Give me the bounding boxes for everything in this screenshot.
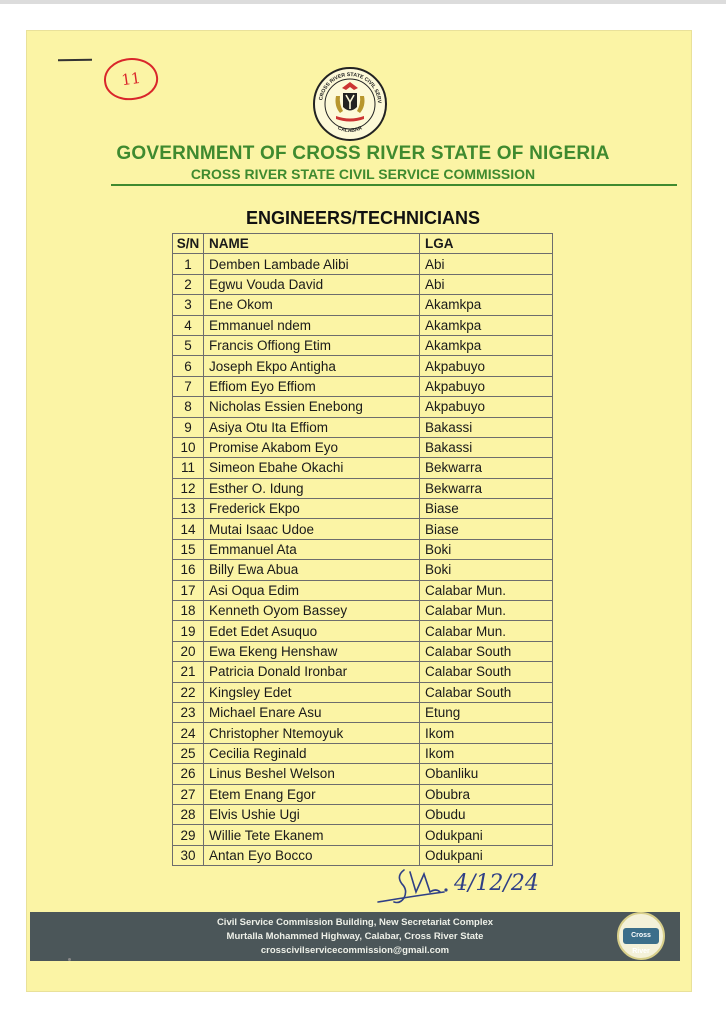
row-sn: 9 xyxy=(173,417,204,437)
table-row xyxy=(173,804,553,824)
row-lga: Calabar Mun. xyxy=(420,580,553,600)
row-lga: Ikom xyxy=(420,743,553,763)
row-lga: Etung xyxy=(420,702,553,722)
row-sn: 10 xyxy=(173,437,204,457)
row-sn: 17 xyxy=(173,580,204,600)
footer-address-line2: Murtalla Mohammed Highway, Calabar, Cross River State xyxy=(226,931,484,942)
row-sn: 18 xyxy=(173,601,204,621)
row-lga: Akamkpa xyxy=(420,315,553,335)
row-lga: Calabar Mun. xyxy=(420,601,553,621)
row-sn: 26 xyxy=(173,764,204,784)
table-row xyxy=(173,458,553,478)
table-row xyxy=(173,825,553,845)
commission-heading: CROSS RIVER STATE CIVIL SERVICE COMMISSION xyxy=(190,166,536,182)
row-sn: 29 xyxy=(173,825,204,845)
table-row xyxy=(173,601,553,621)
row-lga: Obanliku xyxy=(420,764,553,784)
row-sn: 16 xyxy=(173,560,204,580)
table-row xyxy=(173,274,553,294)
table-row xyxy=(173,723,553,743)
row-name: Mutai Isaac Udoe xyxy=(204,519,420,539)
row-name: Joseph Ekpo Antigha xyxy=(204,356,420,376)
table-body xyxy=(173,254,553,866)
row-lga: Abi xyxy=(420,274,553,294)
row-sn: 24 xyxy=(173,723,204,743)
row-lga: Biase xyxy=(420,519,553,539)
row-lga: Obudu xyxy=(420,804,553,824)
table-row xyxy=(173,397,553,417)
cross-river-logo-icon xyxy=(617,912,665,960)
roster-table xyxy=(172,233,553,866)
row-name: Nicholas Essien Enebong xyxy=(204,397,420,417)
row-sn: 3 xyxy=(173,295,204,315)
row-sn: 23 xyxy=(173,702,204,722)
row-lga: Akpabuyo xyxy=(420,376,553,396)
row-lga: Bekwarra xyxy=(420,458,553,478)
row-name: Kingsley Edet xyxy=(204,682,420,702)
table-row xyxy=(173,376,553,396)
table-row xyxy=(173,560,553,580)
row-lga: Odukpani xyxy=(420,845,553,865)
scan-speck xyxy=(68,958,71,961)
table-row xyxy=(173,417,553,437)
row-name: Frederick Ekpo xyxy=(204,499,420,519)
table-row xyxy=(173,764,553,784)
header-divider xyxy=(111,184,677,186)
row-sn: 4 xyxy=(173,315,204,335)
row-lga: Calabar South xyxy=(420,641,553,661)
row-name: Willie Tete Ekanem xyxy=(204,825,420,845)
table-header-row xyxy=(173,234,553,254)
row-sn: 13 xyxy=(173,499,204,519)
row-name: Etem Enang Egor xyxy=(204,784,420,804)
row-name: Patricia Donald Ironbar xyxy=(204,662,420,682)
row-sn: 12 xyxy=(173,478,204,498)
table-row xyxy=(173,743,553,763)
row-name: Cecilia Reginald xyxy=(204,743,420,763)
row-lga: Calabar South xyxy=(420,682,553,702)
table-row xyxy=(173,580,553,600)
row-lga: Calabar South xyxy=(420,662,553,682)
row-sn: 27 xyxy=(173,784,204,804)
row-sn: 20 xyxy=(173,641,204,661)
row-sn: 22 xyxy=(173,682,204,702)
table-row xyxy=(173,254,553,274)
row-name: Promise Akabom Eyo xyxy=(204,437,420,457)
handwritten-signature xyxy=(374,862,584,908)
row-name: Edet Edet Asuquo xyxy=(204,621,420,641)
row-name: Esther O. Idung xyxy=(204,478,420,498)
footer-email: crosscivilservicecommission@gmail.com xyxy=(260,945,450,956)
table-row xyxy=(173,539,553,559)
coat-of-arms-seal xyxy=(312,66,388,142)
row-lga: Bakassi xyxy=(420,417,553,437)
row-name: Emmanuel Ata xyxy=(204,539,420,559)
row-sn: 5 xyxy=(173,335,204,355)
table-row xyxy=(173,784,553,804)
row-name: Kenneth Oyom Bassey xyxy=(204,601,420,621)
list-title: ENGINEERS/TECHNICIANS xyxy=(245,208,481,228)
footer-band xyxy=(30,912,680,961)
header-name: NAME xyxy=(204,234,420,254)
table-row xyxy=(173,499,553,519)
logo-text: Cross River xyxy=(623,928,659,944)
header-sn: S/N xyxy=(173,234,204,254)
table-row xyxy=(173,621,553,641)
row-sn: 25 xyxy=(173,743,204,763)
row-name: Ene Okom xyxy=(204,295,420,315)
row-lga: Akpabuyo xyxy=(420,356,553,376)
header-lga: LGA xyxy=(420,234,553,254)
footer-address-line1: Civil Service Commission Building, New Secretariat Complex xyxy=(216,917,494,928)
table-row xyxy=(173,335,553,355)
row-lga: Odukpani xyxy=(420,825,553,845)
signature-date: 4/12/24 xyxy=(454,871,539,896)
row-lga: Akamkpa xyxy=(420,295,553,315)
table-row xyxy=(173,641,553,661)
row-sn: 2 xyxy=(173,274,204,294)
row-name: Elvis Ushie Ugi xyxy=(204,804,420,824)
row-name: Egwu Vouda David xyxy=(204,274,420,294)
row-lga: Biase xyxy=(420,499,553,519)
row-name: Demben Lambade Alibi xyxy=(204,254,420,274)
row-name: Antan Eyo Bocco xyxy=(204,845,420,865)
row-name: Billy Ewa Abua xyxy=(204,560,420,580)
table-row xyxy=(173,682,553,702)
seal-bottom-text: CALABAR xyxy=(336,125,364,135)
table-row xyxy=(173,662,553,682)
row-sn: 19 xyxy=(173,621,204,641)
row-lga: Bakassi xyxy=(420,437,553,457)
row-sn: 28 xyxy=(173,804,204,824)
table-row xyxy=(173,519,553,539)
row-lga: Boki xyxy=(420,539,553,559)
row-sn: 15 xyxy=(173,539,204,559)
row-sn: 21 xyxy=(173,662,204,682)
row-name: Asi Oqua Edim xyxy=(204,580,420,600)
table-row xyxy=(173,356,553,376)
row-sn: 30 xyxy=(173,845,204,865)
table-row xyxy=(173,478,553,498)
row-sn: 6 xyxy=(173,356,204,376)
row-lga: Akamkpa xyxy=(420,335,553,355)
seal-ring-text: CROSS RIVER STATE CIVIL SERV xyxy=(318,71,383,104)
row-sn: 14 xyxy=(173,519,204,539)
row-lga: Obubra xyxy=(420,784,553,804)
top-edge xyxy=(0,0,726,4)
table-row xyxy=(173,315,553,335)
page-number-text: 11 xyxy=(120,68,142,90)
row-lga: Bekwarra xyxy=(420,478,553,498)
row-lga: Calabar Mun. xyxy=(420,621,553,641)
table-row xyxy=(173,437,553,457)
row-lga: Ikom xyxy=(420,723,553,743)
row-lga: Boki xyxy=(420,560,553,580)
row-sn: 11 xyxy=(173,458,204,478)
government-heading: GOVERNMENT OF CROSS RIVER STATE OF NIGERIA xyxy=(116,143,610,164)
row-name: Emmanuel ndem xyxy=(204,315,420,335)
row-lga: Akpabuyo xyxy=(420,397,553,417)
row-sn: 1 xyxy=(173,254,204,274)
row-name: Christopher Ntemoyuk xyxy=(204,723,420,743)
row-sn: 8 xyxy=(173,397,204,417)
row-name: Linus Beshel Welson xyxy=(204,764,420,784)
row-name: Francis Offiong Etim xyxy=(204,335,420,355)
table-row xyxy=(173,702,553,722)
row-name: Effiom Eyo Effiom xyxy=(204,376,420,396)
row-sn: 7 xyxy=(173,376,204,396)
row-name: Michael Enare Asu xyxy=(204,702,420,722)
row-name: Ewa Ekeng Henshaw xyxy=(204,641,420,661)
row-lga: Abi xyxy=(420,254,553,274)
table-row xyxy=(173,295,553,315)
row-name: Simeon Ebahe Okachi xyxy=(204,458,420,478)
row-name: Asiya Otu Ita Effiom xyxy=(204,417,420,437)
